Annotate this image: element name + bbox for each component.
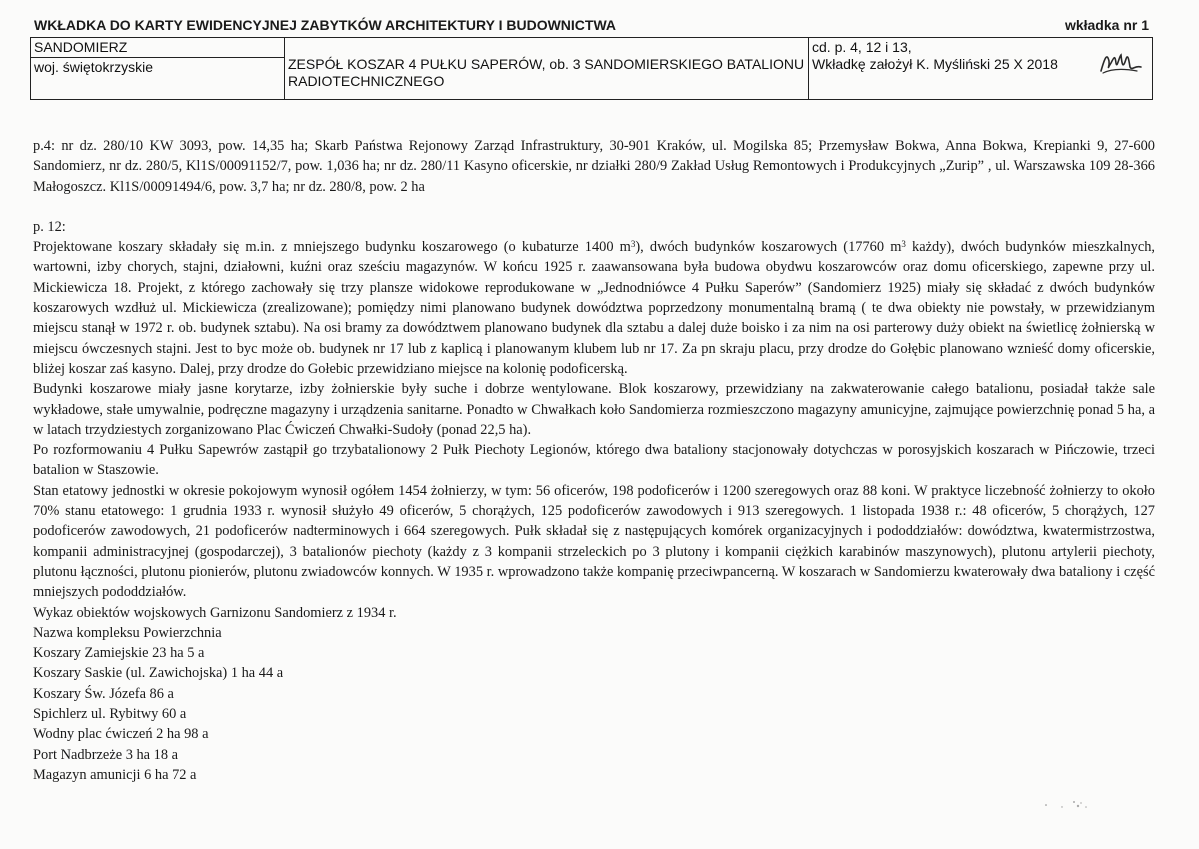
metadata-table	[30, 37, 1153, 100]
scan-specks	[1040, 795, 1110, 815]
object-name-cell	[285, 38, 809, 100]
list-title: Wykaz obiektów wojskowych Garnizonu Sandomierz z 1934 r.	[33, 604, 397, 621]
list-item: Spichlerz ul. Rybitwy 60 a	[33, 706, 187, 723]
list-item: Wodny plac ćwiczeń 2 ha 98 a	[33, 726, 209, 743]
superscript-3: 3	[630, 239, 636, 250]
paragraph-1-part-a: Projektowane koszary składały się m.in. z mniejszego budynku koszarowego (o kubaturze 1400 m	[33, 239, 631, 256]
paragraph-1-part-c: każdy), dwóch budynków mieszkalnych, wartowni, izby chorych, stajni, działowni, kuźni oraz sześciu magazynów. W końcu 1925 r. zaawansowana była budowa obydwu koszarowców oraz domu oficerskiego, zapewne przy ul. Mickiewicza 18. Projekt, z którego zachowały się trzy plansze widokowe reprodukowane w „Jednodniówce 4 Pułku Saperów” (Sandomierz 1925) miały się składać z dwóch budynków koszarowych wzdłuż ul. Mickiewicza (zrealizowane); pomiędzy nimi planowano budynek dowództwa poprzedzony monumentalną bramą ( te dwa obiekty nie powstały, w przewidzianym miejscu stanął w 1972 r. ob. budynek sztabu). Na osi bramy za dowództwem planowano budynek dla sztabu a dalej duże boisko i za nim na osi parterowy duży obiekt na świetlicę żołnierską w miejscu ówczesnych stajni. Jest to byc może ob. budynek nr 17 lub z kaplicą i planowanym klubem lub nr 17. Za pn skraju placu, przy drodze do Gołębic planowano wznieść domy oficerskie, bliżej koszar zaś kasyno. Dalej, przy drodze do Gołebic przewidziano miejsce na kolonię podoficerską.	[33, 239, 1156, 377]
list-item: Port Nadbrzeże 3 ha 18 a	[33, 746, 179, 763]
paragraph-2: Budynki koszarowe miały jasne korytarze, izby żołnierskie były suche i dobrze wentylowane. Blok koszarowy, przewidziany na zakwaterowanie całego batalionu, posiadał także sale wykładowe, stałe umywalnie, podręczne magazyny i urządzenia sanitarne. Ponadto w Chwałkach koło Sandomierza rozmieszczono magazyny amunicyjne, zajmujące powierzchnię ponad 5 ha, a w latach trzydziestych zorganizowano Plac Ćwiczeń Chwałki-Sudoły (ponad 22,5 ha).	[33, 381, 1155, 438]
list-item: Koszary Saskie (ul. Zawichojska) 1 ha 44 a	[33, 665, 284, 682]
list-item: Nazwa kompleksu Powierzchnia	[33, 624, 222, 641]
object-name: ZESPÓŁ KOSZAR 4 PUŁKU SAPERÓW, ob. 3 SANDOMIERSKIEGO BATALIONU RADIOTECHNICZNEGO	[288, 56, 805, 89]
document-header	[34, 17, 1149, 33]
superscript-3: 3	[901, 239, 906, 250]
document-title: WKŁADKA DO KARTY EWIDENCYJNEJ ZABYTKÓW ARCHITEKTURY I BUDOWNICTWA	[34, 17, 617, 33]
paragraph-p4: p.4: nr dz. 280/10 KW 3093, pow. 14,35 ha; Skarb Państwa Rejonowy Zarząd Infrastruktury, 30-901 Kraków, ul. Mogilska 85; Przemysław Bokwa, Anna Bokwa, Krepianki 9, 27-600 Sandomierz, nr dz. 280/5, Kl1S/00091152/7, pow. 1,036 ha; nr dz. 280/11 Kasyno oficerskie, nr działki 280/9 Zakład Usług Remontowych i Produkcyjnych „Zurip” , ul. Warszawska 109 28-366 Małogoszcz. Kl1S/00091494/6, pow. 3,7 ha; nr dz. 280/8, pow. 2 ha	[33, 138, 1155, 195]
list-item: Magazyn amunicji 6 ha 72 a	[33, 766, 197, 783]
paragraph-1	[33, 237, 1155, 379]
town-cell: SANDOMIERZ	[31, 38, 285, 58]
section-label-p12: p. 12:	[33, 218, 66, 235]
document-body	[33, 136, 1155, 785]
paragraph-1-part-b: ), dwóch budynków koszarowych (17760 m	[635, 239, 902, 256]
paragraph-3: Po rozformowaniu 4 Pułku Sapewrów zastąpił go trzybatalionowy 2 Pułk Piechoty Legionów, którego dwa bataliony stacjonowały dotychczas w porosyjskich koszarach w Pińczowie, trzeci batalion w Staszowie.	[33, 442, 1155, 479]
handwritten-signature	[1097, 47, 1145, 83]
paragraph-4: Stan etatowy jednostki w okresie pokojowym wynosił ogółem 1454 żołnierzy, w tym: 56 oficerów, 198 podoficerów i 1200 szeregowych oraz 88 koni. W praktyce liczebność żołnierzy to około 70% stanu etatowego: 1 grudnia 1933 r. wynosił służyło 49 oficerów, 5 chorążych, 125 podoficerów zawodowych i 913 szeregowych. 1 listopada 1938 r.: 48 oficerów, 5 chorążych, 127 podoficerów zawodowych, 21 podoficerów nadterminowych i 664 szeregowych. Pułk składał się z następujących komórek organizacyjnych i pododdziałów: dowództwa, kwatermistrzostwa, kompanii administracyjnej (gospodarczej), 3 batalionów piechoty (każdy z 3 kompanii strzeleckich po 3 plutony i kompanii ciężkich karabinów maszynowych), plutonu artylerii piechoty, plutonu łączności, plutonu pionierów, plutonu zwiadowców konnych. W 1935 r. wprowadzono także kompanię przeciwpancerną. W koszarach w Sandomierzu kwaterowały dwa bataliony i część mniejszych pododdziałów.	[33, 482, 1155, 601]
continuation-note: cd. p. 4, 12 i 13,	[812, 39, 912, 55]
insert-number: wkładka nr 1	[1064, 17, 1149, 33]
list-item: Koszary Zamiejskie 23 ha 5 a	[33, 645, 205, 662]
author-note: Wkładkę założył K. Myśliński 25 X 2018	[812, 56, 1058, 72]
voivodeship-cell: woj. świętokrzyskie	[31, 58, 285, 100]
list-item: Koszary Św. Józefa 86 a	[33, 685, 174, 702]
